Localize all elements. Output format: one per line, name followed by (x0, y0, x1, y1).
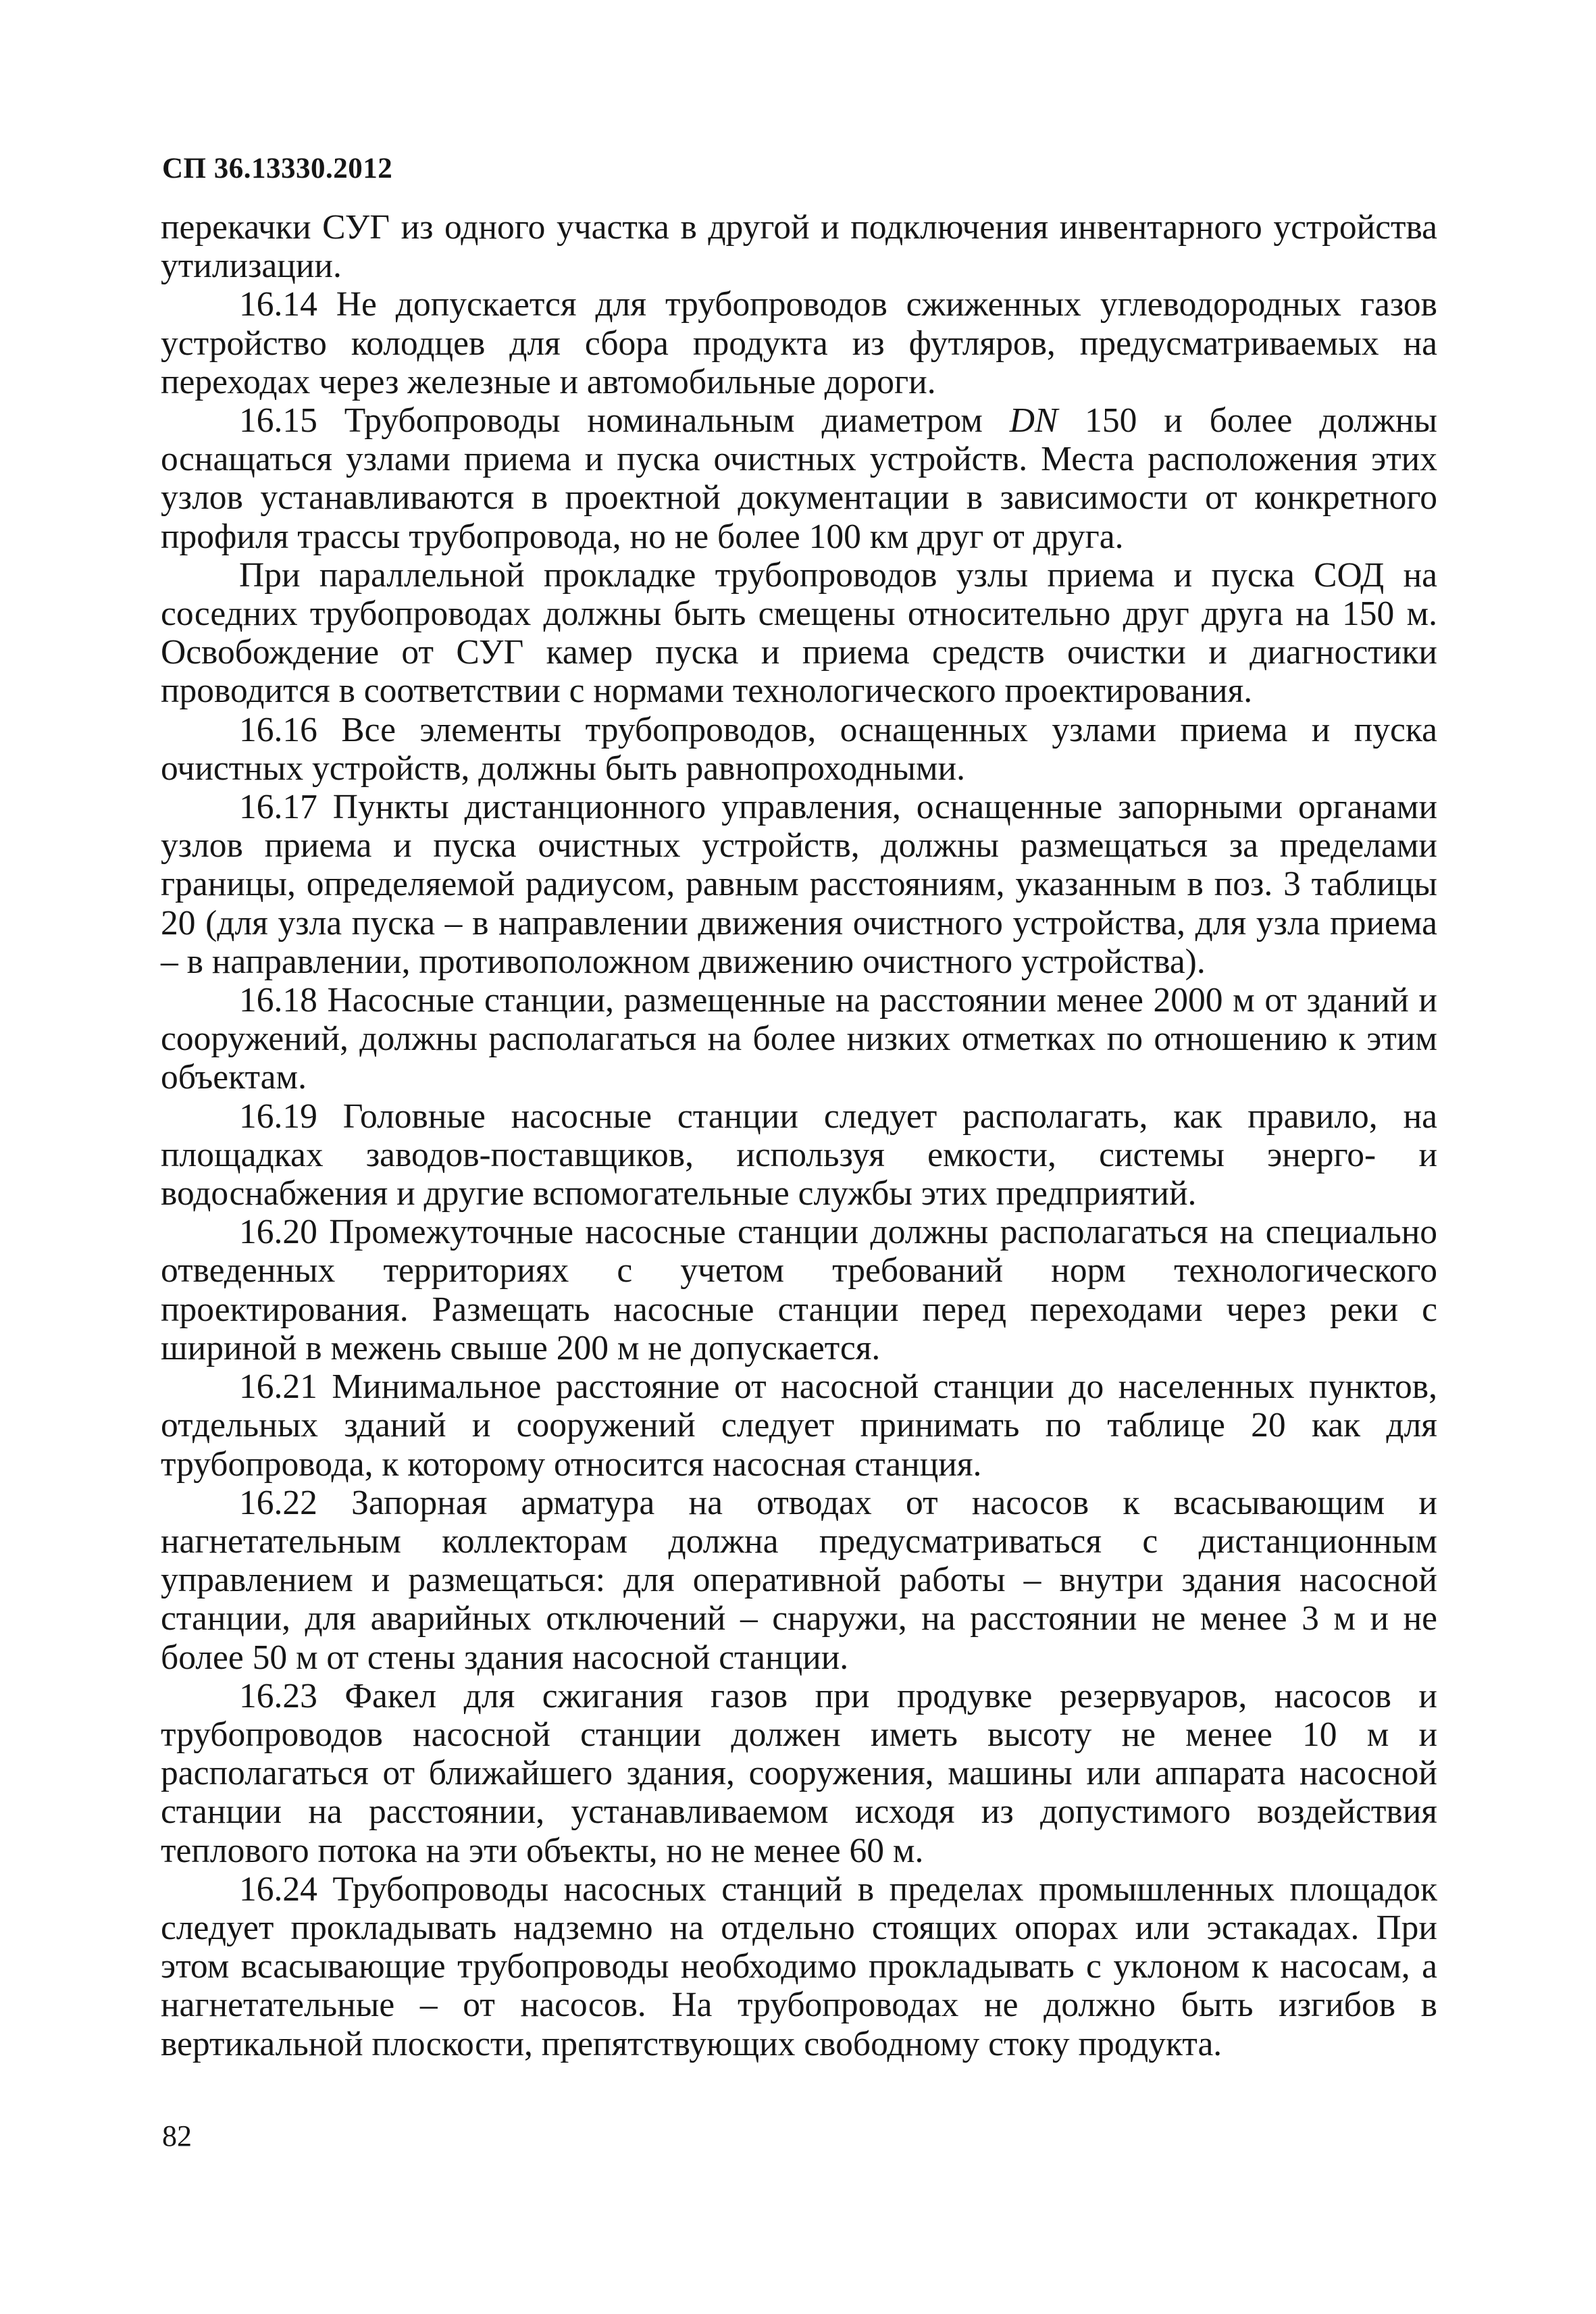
document-code-header: СП 36.13330.2012 (162, 153, 393, 184)
paragraph-16-23: 16.23 Факел для сжигания газов при продувке резервуаров, насосов и трубопроводов насосной станции должен иметь высоту не менее 10 м и располагаться от ближайшего здания, сооружения, машины или аппарата насосной станции на расстоянии, устанавливаемом исходя из допустимого воздействия теплового потока на эти объекты, но не менее 60 м. (161, 1676, 1437, 1870)
paragraph-16-15-parallel: При параллельной прокладке трубопроводов узлы приема и пуска СОД на соседних трубопроводах должны быть смещены относительно друг друга на 150 м. Освобождение от СУГ камер пуска и приема средств очистки и диагностики проводится в соответствии с нормами технологического проектирования. (161, 555, 1437, 711)
paragraph-16-19: 16.19 Головные насосные станции следует располагать, как правило, на площадках заводов-поставщиков, используя емкости, системы энерго- и водоснабжения и другие вспомогательные службы этих предприятий. (161, 1097, 1437, 1213)
paragraph-16-17: 16.17 Пункты дистанционного управления, оснащенные запорными органами узлов приема и пуска очистных устройств, должны размещаться за пределами границы, определяемой радиусом, равным расстояниям, указанным в поз. 3 таблицы 20 (для узла пуска – в направлении движения очистного устройства, для узла приема – в направлении, противоположном движению очистного устройства). (161, 788, 1437, 981)
paragraph-16-14: 16.14 Не допускается для трубопроводов сжиженных углеводородных газов устройство колодцев для сбора продукта из футляров, предусматриваемых на переходах через железные и автомобильные дороги. (161, 285, 1437, 401)
dn-symbol: DN (1009, 401, 1058, 441)
paragraph-16-21: 16.21 Минимальное расстояние от насосной станции до населенных пунктов, отдельных зданий и сооружений следует принимать по таблице 20 как для трубопровода, к которому относится насосная станция. (161, 1367, 1437, 1484)
paragraph-16-15-rest: 150 и более должны оснащаться узлами приема и пуска очистных устройств. Места расположения этих узлов устанавливаются в проектной документации в зависимости от конкретного профиля трассы трубопровода, но не более 100 км друг от друга. (161, 401, 1437, 556)
paragraph-16-24: 16.24 Трубопроводы насосных станций в пределах промышленных площадок следует прокладывать надземно на отдельно стоящих опорах или эстакадах. При этом всасывающие трубопроводы необходимо прокладывать с уклоном к насосам, а нагнетательные – от насосов. На трубопроводах не должно быть изгибов в вертикальной плоскости, препятствующих свободному стоку продукта. (161, 1869, 1437, 2063)
paragraph-16-22: 16.22 Запорная арматура на отводах от насосов к всасывающим и нагнетательным коллекторам должна предусматриваться с дистанционным управлением и размещаться: для оперативной работы – внутри здания насосной станции, для аварийных отключений – снаружи, на расстоянии не менее 3 м и не более 50 м от стены здания насосной станции. (161, 1483, 1437, 1677)
paragraph-16-16: 16.16 Все элементы трубопроводов, оснащенных узлами приема и пуска очистных устройств, должны быть равнопроходными. (161, 710, 1437, 788)
paragraph-16-15-lead: 16.15 Трубопроводы номинальным диаметром (239, 401, 1010, 441)
page-number: 82 (162, 2119, 192, 2153)
paragraph-16-20: 16.20 Промежуточные насосные станции должны располагаться на специально отведенных территориях с учетом требований норм технологического проектирования. Размещать насосные станции перед переходами через реки с шириной в межень свыше 200 м не допускается. (161, 1213, 1437, 1367)
paragraph-16-15 (161, 401, 1437, 556)
document-body (161, 208, 1437, 2063)
paragraph-16-18: 16.18 Насосные станции, размещенные на расстоянии менее 2000 м от зданий и сооружений, должны располагаться на более низких отметках по отношению к этим объектам. (161, 981, 1437, 1097)
paragraph-continuation: перекачки СУГ из одного участка в другой и подключения инвентарного устройства утилизации. (161, 208, 1437, 286)
